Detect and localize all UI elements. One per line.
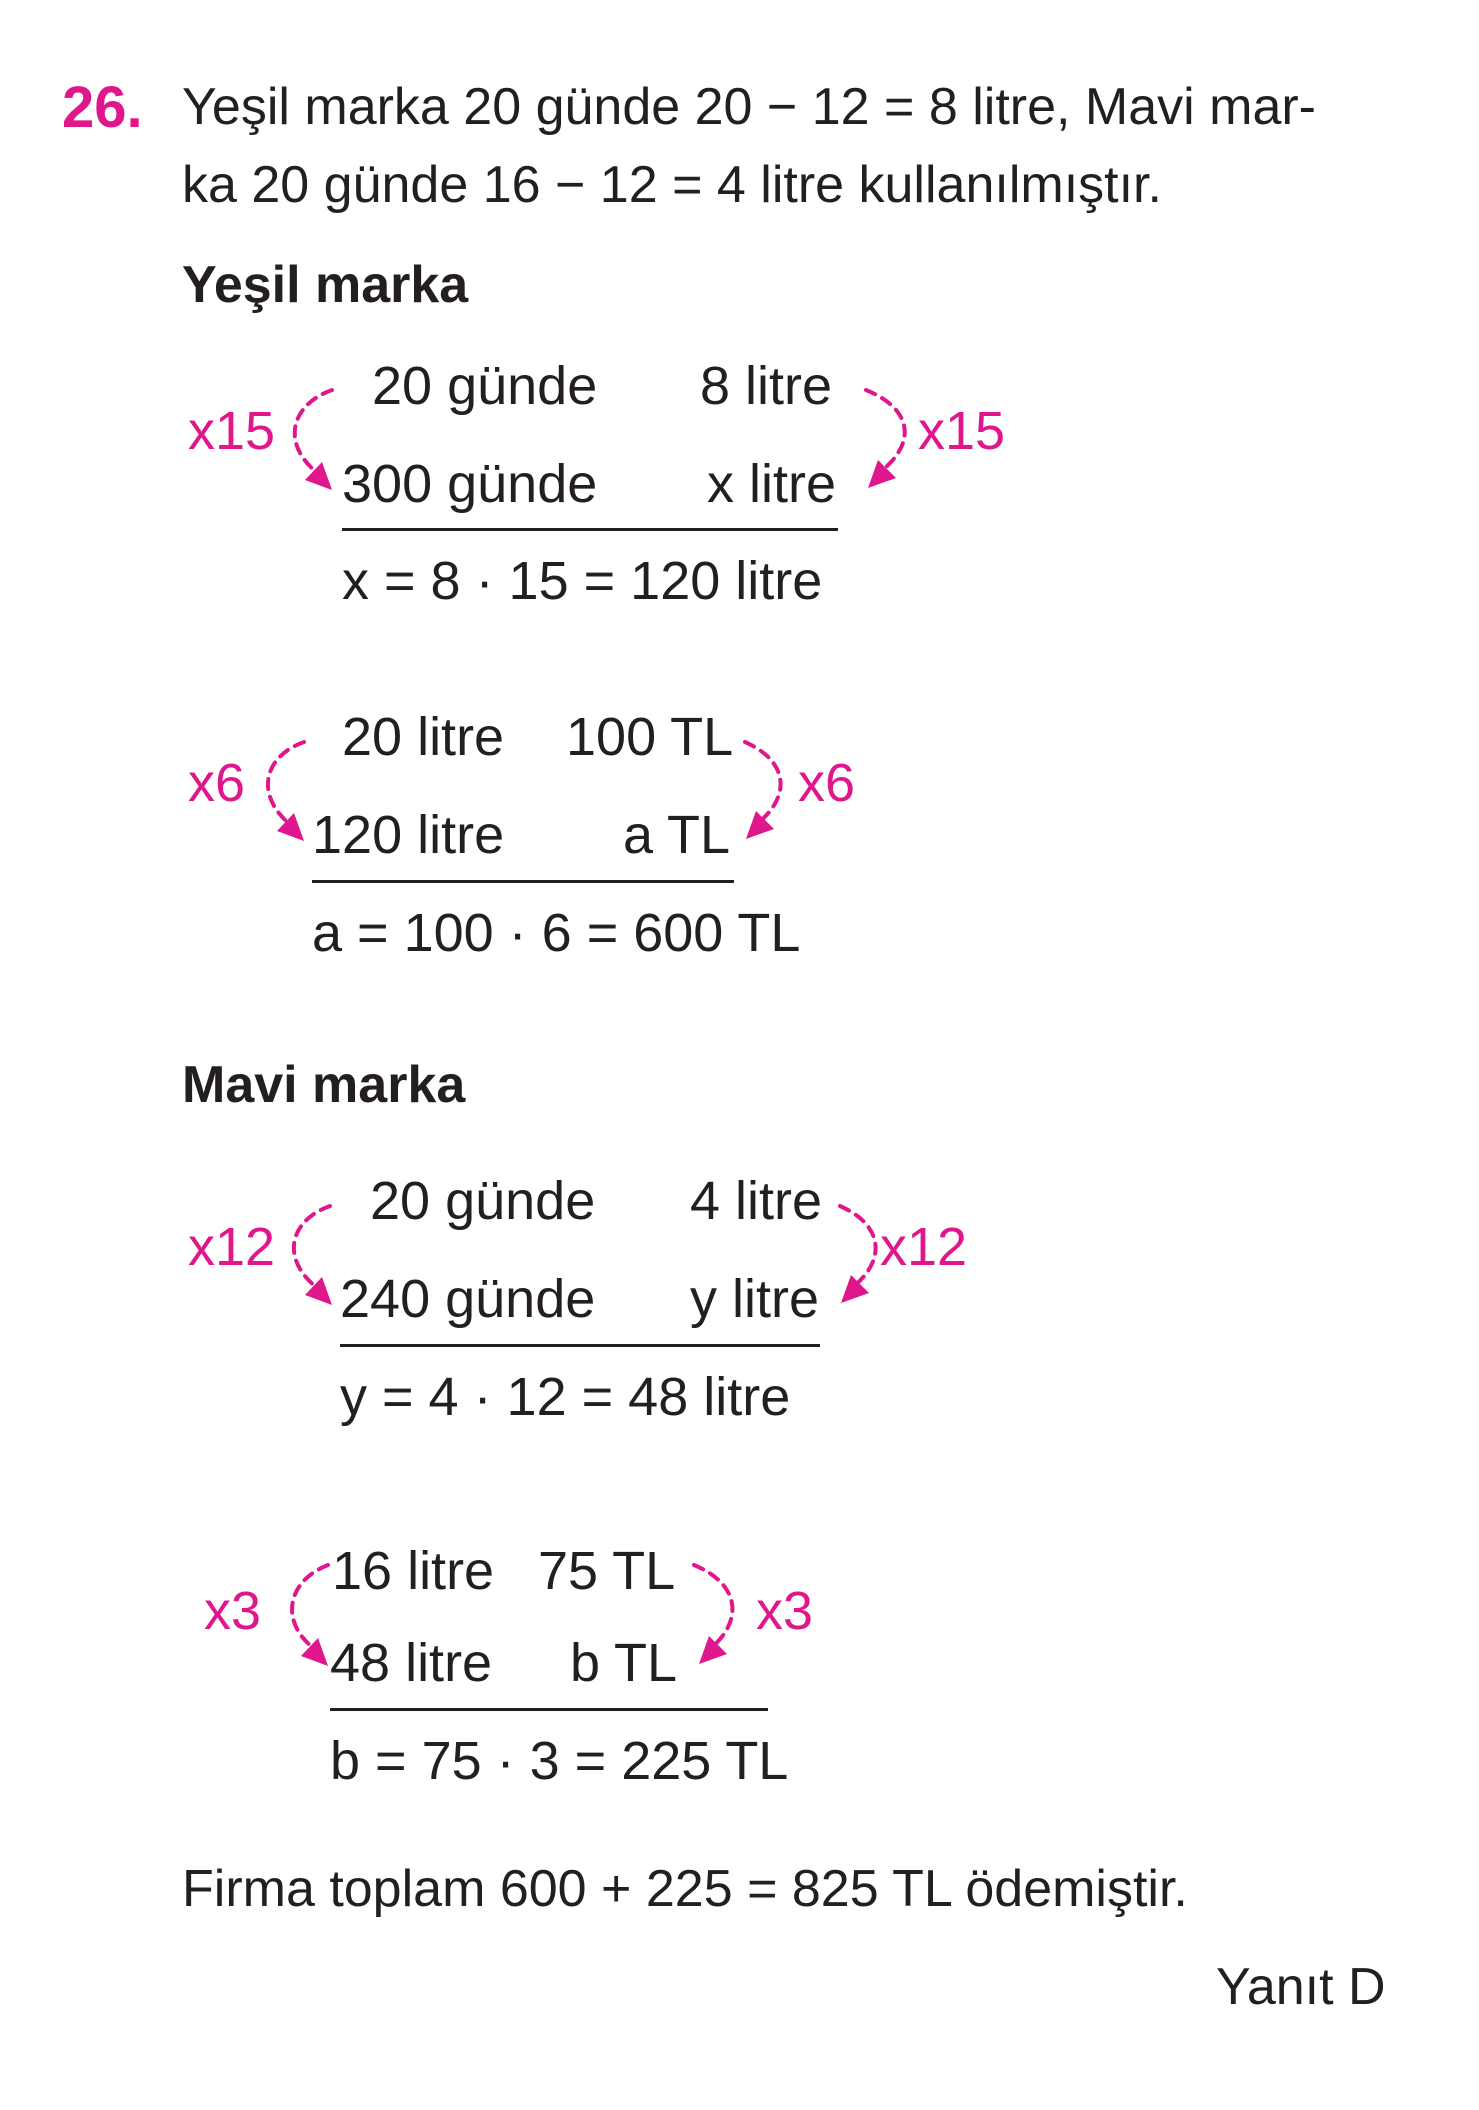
blue-b2-top-left: 16 litre bbox=[332, 1541, 495, 1601]
green-b2-bottom-left: 120 litre bbox=[312, 805, 505, 865]
blue-b2-result: b = 75 · 3 = 225 TL bbox=[330, 1731, 789, 1791]
blue-b1-multiplier-right: x12 bbox=[880, 1217, 968, 1277]
green-b2-top-right: 100 TL bbox=[566, 707, 734, 767]
intro-line-2: ka 20 günde 16 − 12 = 4 litre kullanılmıştır. bbox=[182, 156, 1162, 214]
arrowhead-blue-b2-left bbox=[301, 1638, 328, 1666]
blue-b1-bottom-right: y litre bbox=[690, 1269, 820, 1329]
arrow-blue-b1-right bbox=[840, 1206, 876, 1287]
blue-b2-top-right: 75 TL bbox=[538, 1541, 676, 1601]
arrow-green-b1-left bbox=[295, 390, 332, 475]
intro-line-1: Yeşil marka 20 günde 20 − 12 = 8 litre, Mavi mar- bbox=[182, 78, 1316, 136]
arrow-green-b1-right bbox=[866, 390, 905, 472]
arrowhead-green-b2-left bbox=[277, 813, 304, 841]
green-b1-rule bbox=[342, 528, 838, 531]
blue-b2-bottom-right: b TL bbox=[570, 1633, 678, 1693]
arrowhead-blue-b2-right bbox=[699, 1636, 727, 1664]
arrowhead-blue-b1-right bbox=[841, 1275, 869, 1303]
arrow-green-b2-right bbox=[745, 742, 781, 823]
green-b2-multiplier-left: x6 bbox=[188, 753, 246, 813]
green-b2-multiplier-right: x6 bbox=[798, 753, 856, 813]
blue-b2-multiplier-right: x3 bbox=[756, 1581, 814, 1641]
blue-heading: Mavi marka bbox=[182, 1056, 466, 1114]
blue-b1-result: y = 4 · 12 = 48 litre bbox=[340, 1367, 791, 1427]
blue-b2-bottom-left: 48 litre bbox=[330, 1633, 493, 1693]
green-b2-top-left: 20 litre bbox=[342, 707, 505, 767]
blue-b1-bottom-left: 240 günde bbox=[340, 1269, 596, 1329]
green-b1-result: x = 8 · 15 = 120 litre bbox=[342, 551, 823, 611]
arrowhead-green-b1-left bbox=[305, 462, 332, 490]
blue-b1-rule bbox=[340, 1344, 820, 1347]
arrowhead-green-b2-right bbox=[746, 811, 774, 839]
green-b1-top-right: 8 litre bbox=[700, 356, 833, 416]
green-b2-rule bbox=[312, 880, 734, 883]
arrow-blue-b1-left bbox=[294, 1206, 330, 1290]
arrow-green-b2-left bbox=[268, 742, 304, 826]
green-b1-bottom-right: x litre bbox=[707, 454, 837, 514]
blue-b2-multiplier-left: x3 bbox=[204, 1581, 262, 1641]
blue-b1-top-left: 20 günde bbox=[370, 1171, 596, 1231]
green-b2-result: a = 100 · 6 = 600 TL bbox=[312, 903, 801, 963]
blue-b1-top-right: 4 litre bbox=[690, 1171, 823, 1231]
green-b1-bottom-left: 300 günde bbox=[342, 454, 598, 514]
blue-b2-rule bbox=[330, 1708, 768, 1711]
question-number: 26. bbox=[62, 75, 143, 140]
conclusion: Firma toplam 600 + 225 = 825 TL ödemiştir. bbox=[182, 1860, 1188, 1918]
green-b2-bottom-right: a TL bbox=[623, 805, 731, 865]
arrowhead-blue-b1-left bbox=[305, 1277, 332, 1305]
arrow-blue-b2-right bbox=[694, 1565, 732, 1648]
green-b1-top-left: 20 günde bbox=[372, 356, 598, 416]
green-b1-multiplier-left: x15 bbox=[188, 401, 276, 461]
blue-b1-multiplier-left: x12 bbox=[188, 1217, 276, 1277]
arrow-blue-b2-left bbox=[292, 1565, 328, 1650]
green-heading: Yeşil marka bbox=[182, 256, 469, 314]
arrowhead-green-b1-right bbox=[868, 460, 896, 488]
answer: Yanıt D bbox=[1216, 1958, 1386, 2016]
green-b1-multiplier-right: x15 bbox=[918, 401, 1006, 461]
